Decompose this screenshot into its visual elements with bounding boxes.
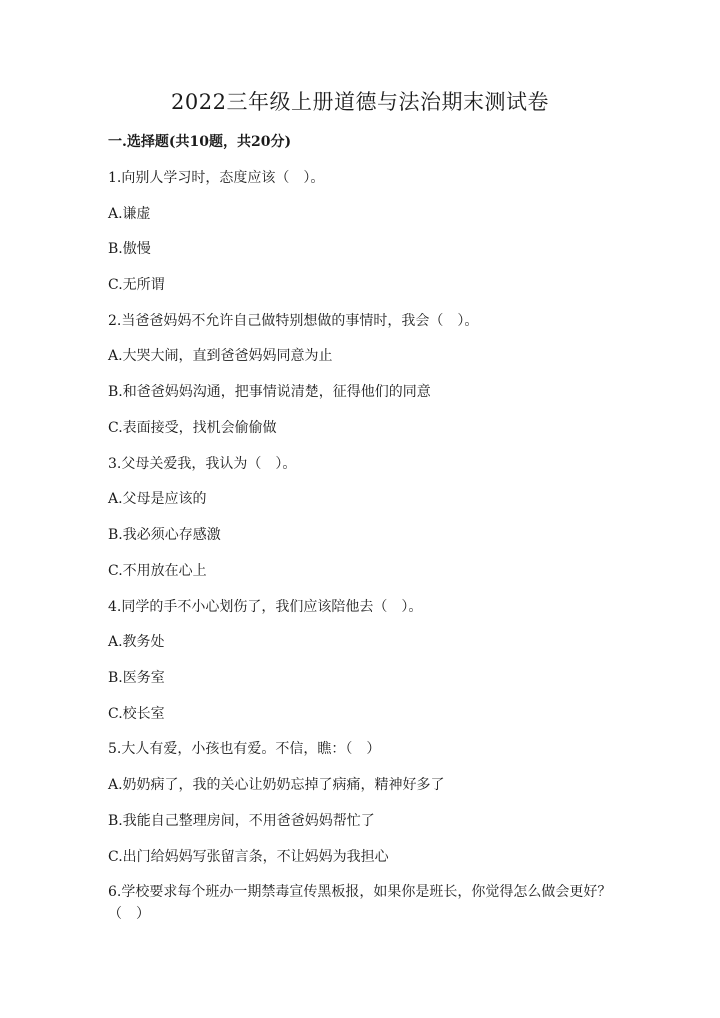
question-stem: 2.当爸爸妈妈不允许自己做特别想做的事情时，我会（ ）。	[108, 313, 479, 329]
question-stem: 1.向别人学习时，态度应该（ ）。	[108, 170, 325, 186]
option-c: C.表面接受，找机会偷偷做	[108, 420, 277, 436]
section-heading: 一.选择题(共10题，共20分)	[108, 134, 292, 150]
option-a: A.谦虚	[108, 206, 151, 222]
option-c: C.不用放在心上	[108, 563, 207, 579]
option-b: B.医务室	[108, 670, 165, 686]
question-stem: 5.大人有爱，小孩也有爱。不信，瞧：（ ）	[108, 741, 381, 757]
option-c: C.无所谓	[108, 277, 165, 293]
option-b: B.和爸爸妈妈沟通，把事情说清楚，征得他们的同意	[108, 384, 431, 400]
question-stem: 3.父母关爱我，我认为（ ）。	[108, 456, 297, 472]
option-b: B.傲慢	[108, 241, 151, 257]
option-a: A.奶奶病了，我的关心让奶奶忘掉了病痛，精神好多了	[108, 777, 445, 793]
option-a: A.大哭大闹，直到爸爸妈妈同意为止	[108, 348, 333, 364]
option-c: C.校长室	[108, 706, 165, 722]
option-c: C.出门给妈妈写张留言条，不让妈妈为我担心	[108, 849, 389, 865]
option-a: A.教务处	[108, 634, 165, 650]
option-b: B.我能自己整理房间，不用爸爸妈妈帮忙了	[108, 813, 375, 829]
question-stem: 6.学校要求每个班办一期禁毒宣传黑板报，如果你是班长，你觉得怎么做会更好？（ ）	[108, 884, 612, 922]
question-stem: 4.同学的手不小心划伤了，我们应该陪他去（ ）。	[108, 599, 423, 615]
document-title: 2022三年级上册道德与法治期末测试卷	[171, 90, 549, 114]
option-a: A.父母是应该的	[108, 491, 207, 507]
option-b: B.我必须心存感激	[108, 527, 221, 543]
